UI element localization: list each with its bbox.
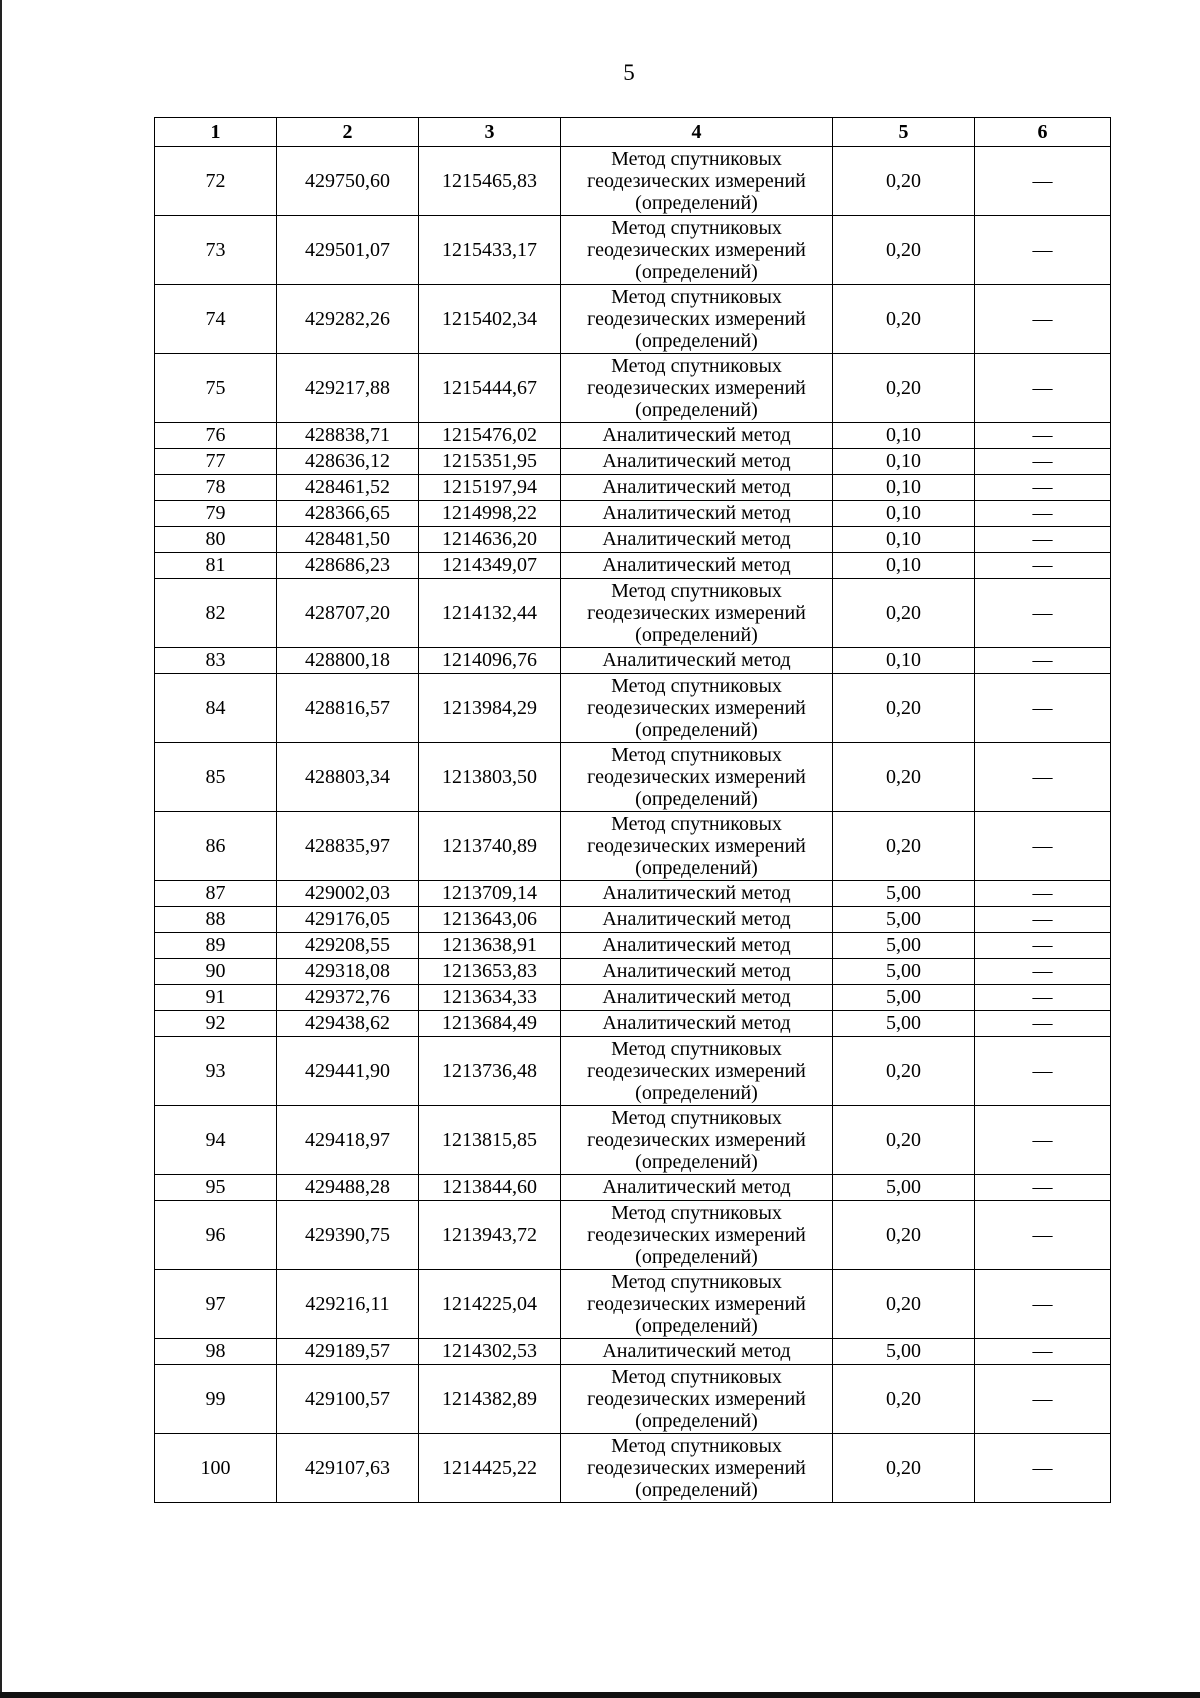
table-row xyxy=(155,959,1111,985)
cell-coord-y: 1214096,76 xyxy=(419,648,561,674)
cell-coord-x: 428816,57 xyxy=(277,674,419,743)
cell-point-number: 73 xyxy=(155,216,277,285)
table-row xyxy=(155,881,1111,907)
cell-accuracy: 0,20 xyxy=(833,743,975,812)
cell-method: Аналитический метод xyxy=(561,985,833,1011)
table-row xyxy=(155,674,1111,743)
cell-note: — xyxy=(975,501,1111,527)
page-number: 5 xyxy=(623,60,635,85)
cell-coord-y: 1213740,89 xyxy=(419,812,561,881)
table-row xyxy=(155,216,1111,285)
cell-note: — xyxy=(975,1201,1111,1270)
cell-coord-x: 429750,60 xyxy=(277,147,419,216)
cell-coord-y: 1215402,34 xyxy=(419,285,561,354)
table-row xyxy=(155,475,1111,501)
cell-coord-x: 429176,05 xyxy=(277,907,419,933)
cell-method: Метод спутниковых геодезических измерений (определений) xyxy=(561,1201,833,1270)
cell-coord-y: 1213638,91 xyxy=(419,933,561,959)
scan-left-edge xyxy=(0,0,2,1698)
cell-point-number: 90 xyxy=(155,959,277,985)
cell-note: — xyxy=(975,1106,1111,1175)
cell-coord-y: 1215197,94 xyxy=(419,475,561,501)
cell-point-number: 81 xyxy=(155,553,277,579)
table-row xyxy=(155,1434,1111,1503)
cell-point-number: 77 xyxy=(155,449,277,475)
cell-accuracy: 0,10 xyxy=(833,423,975,449)
cell-method: Аналитический метод xyxy=(561,553,833,579)
cell-coord-y: 1214998,22 xyxy=(419,501,561,527)
table-row xyxy=(155,285,1111,354)
cell-method: Аналитический метод xyxy=(561,959,833,985)
cell-coord-y: 1213684,49 xyxy=(419,1011,561,1037)
table-row xyxy=(155,354,1111,423)
header-col-2: 2 xyxy=(277,118,419,147)
cell-point-number: 93 xyxy=(155,1037,277,1106)
cell-coord-x: 429438,62 xyxy=(277,1011,419,1037)
cell-note: — xyxy=(975,285,1111,354)
cell-accuracy: 5,00 xyxy=(833,907,975,933)
table-row xyxy=(155,907,1111,933)
scan-bottom-edge xyxy=(0,1692,1200,1698)
cell-point-number: 95 xyxy=(155,1175,277,1201)
table-row xyxy=(155,812,1111,881)
cell-coord-x: 429372,76 xyxy=(277,985,419,1011)
cell-method: Метод спутниковых геодезических измерений (определений) xyxy=(561,216,833,285)
cell-coord-y: 1213653,83 xyxy=(419,959,561,985)
cell-method: Аналитический метод xyxy=(561,881,833,907)
cell-note: — xyxy=(975,743,1111,812)
table-row xyxy=(155,1365,1111,1434)
cell-method: Метод спутниковых геодезических измерений (определений) xyxy=(561,354,833,423)
cell-accuracy: 0,20 xyxy=(833,354,975,423)
cell-method: Аналитический метод xyxy=(561,475,833,501)
table-body xyxy=(155,147,1111,1503)
table-row xyxy=(155,1106,1111,1175)
cell-coord-x: 429441,90 xyxy=(277,1037,419,1106)
cell-note: — xyxy=(975,985,1111,1011)
cell-accuracy: 5,00 xyxy=(833,1339,975,1365)
cell-coord-x: 429100,57 xyxy=(277,1365,419,1434)
cell-note: — xyxy=(975,1270,1111,1339)
cell-note: — xyxy=(975,147,1111,216)
cell-coord-x: 429318,08 xyxy=(277,959,419,985)
cell-method: Метод спутниковых геодезических измерений (определений) xyxy=(561,1037,833,1106)
cell-point-number: 97 xyxy=(155,1270,277,1339)
cell-point-number: 84 xyxy=(155,674,277,743)
cell-note: — xyxy=(975,1434,1111,1503)
header-col-6: 6 xyxy=(975,118,1111,147)
cell-note: — xyxy=(975,579,1111,648)
header-col-1: 1 xyxy=(155,118,277,147)
cell-point-number: 79 xyxy=(155,501,277,527)
table-row xyxy=(155,147,1111,216)
cell-note: — xyxy=(975,354,1111,423)
cell-method: Аналитический метод xyxy=(561,527,833,553)
cell-coord-x: 429501,07 xyxy=(277,216,419,285)
cell-coord-y: 1213634,33 xyxy=(419,985,561,1011)
cell-note: — xyxy=(975,933,1111,959)
cell-point-number: 86 xyxy=(155,812,277,881)
cell-point-number: 80 xyxy=(155,527,277,553)
cell-accuracy: 0,20 xyxy=(833,147,975,216)
cell-note: — xyxy=(975,423,1111,449)
table-row xyxy=(155,985,1111,1011)
cell-accuracy: 0,20 xyxy=(833,1270,975,1339)
cell-method: Метод спутниковых геодезических измерений (определений) xyxy=(561,1365,833,1434)
cell-method: Метод спутниковых геодезических измерений (определений) xyxy=(561,147,833,216)
cell-note: — xyxy=(975,959,1111,985)
cell-accuracy: 0,10 xyxy=(833,648,975,674)
cell-note: — xyxy=(975,1175,1111,1201)
cell-point-number: 100 xyxy=(155,1434,277,1503)
coordinates-table xyxy=(154,117,1111,1503)
cell-coord-y: 1213815,85 xyxy=(419,1106,561,1175)
table-row xyxy=(155,553,1111,579)
cell-method: Метод спутниковых геодезических измерений (определений) xyxy=(561,1434,833,1503)
cell-note: — xyxy=(975,216,1111,285)
cell-accuracy: 0,20 xyxy=(833,674,975,743)
table-row xyxy=(155,648,1111,674)
cell-accuracy: 0,20 xyxy=(833,1106,975,1175)
table-row xyxy=(155,527,1111,553)
cell-coord-x: 429216,11 xyxy=(277,1270,419,1339)
cell-note: — xyxy=(975,881,1111,907)
cell-point-number: 83 xyxy=(155,648,277,674)
cell-point-number: 85 xyxy=(155,743,277,812)
table-row xyxy=(155,449,1111,475)
cell-method: Аналитический метод xyxy=(561,1339,833,1365)
header-col-3: 3 xyxy=(419,118,561,147)
cell-point-number: 88 xyxy=(155,907,277,933)
cell-method: Аналитический метод xyxy=(561,933,833,959)
cell-method: Аналитический метод xyxy=(561,1175,833,1201)
cell-method: Аналитический метод xyxy=(561,449,833,475)
table-row xyxy=(155,1201,1111,1270)
cell-note: — xyxy=(975,1339,1111,1365)
table-header-row xyxy=(155,118,1111,147)
cell-method: Аналитический метод xyxy=(561,501,833,527)
table-row xyxy=(155,743,1111,812)
cell-coord-y: 1214302,53 xyxy=(419,1339,561,1365)
cell-coord-y: 1213984,29 xyxy=(419,674,561,743)
cell-point-number: 74 xyxy=(155,285,277,354)
cell-coord-y: 1213943,72 xyxy=(419,1201,561,1270)
cell-coord-x: 429488,28 xyxy=(277,1175,419,1201)
cell-accuracy: 0,10 xyxy=(833,553,975,579)
cell-note: — xyxy=(975,1037,1111,1106)
cell-coord-x: 428800,18 xyxy=(277,648,419,674)
cell-coord-y: 1213643,06 xyxy=(419,907,561,933)
cell-method: Аналитический метод xyxy=(561,648,833,674)
cell-accuracy: 0,20 xyxy=(833,1201,975,1270)
cell-accuracy: 5,00 xyxy=(833,985,975,1011)
cell-coord-x: 429107,63 xyxy=(277,1434,419,1503)
table-row xyxy=(155,1011,1111,1037)
cell-coord-x: 428481,50 xyxy=(277,527,419,553)
cell-note: — xyxy=(975,648,1111,674)
cell-coord-y: 1213844,60 xyxy=(419,1175,561,1201)
cell-method: Метод спутниковых геодезических измерений (определений) xyxy=(561,812,833,881)
cell-method: Метод спутниковых геодезических измерений (определений) xyxy=(561,743,833,812)
cell-accuracy: 5,00 xyxy=(833,1175,975,1201)
cell-coord-x: 428686,23 xyxy=(277,553,419,579)
cell-accuracy: 0,20 xyxy=(833,216,975,285)
cell-accuracy: 0,20 xyxy=(833,1037,975,1106)
cell-coord-y: 1214132,44 xyxy=(419,579,561,648)
cell-coord-x: 428838,71 xyxy=(277,423,419,449)
cell-coord-y: 1215465,83 xyxy=(419,147,561,216)
cell-coord-y: 1215476,02 xyxy=(419,423,561,449)
cell-coord-x: 428461,52 xyxy=(277,475,419,501)
header-col-5: 5 xyxy=(833,118,975,147)
cell-accuracy: 5,00 xyxy=(833,933,975,959)
cell-coord-y: 1214382,89 xyxy=(419,1365,561,1434)
cell-note: — xyxy=(975,1365,1111,1434)
table-row xyxy=(155,1339,1111,1365)
cell-accuracy: 0,10 xyxy=(833,449,975,475)
table-row xyxy=(155,501,1111,527)
cell-accuracy: 5,00 xyxy=(833,1011,975,1037)
cell-coord-x: 428803,34 xyxy=(277,743,419,812)
cell-method: Аналитический метод xyxy=(561,907,833,933)
table-row xyxy=(155,1175,1111,1201)
cell-accuracy: 0,20 xyxy=(833,1365,975,1434)
cell-point-number: 76 xyxy=(155,423,277,449)
cell-accuracy: 0,20 xyxy=(833,1434,975,1503)
cell-point-number: 98 xyxy=(155,1339,277,1365)
cell-accuracy: 0,20 xyxy=(833,579,975,648)
cell-accuracy: 5,00 xyxy=(833,881,975,907)
cell-point-number: 82 xyxy=(155,579,277,648)
cell-point-number: 94 xyxy=(155,1106,277,1175)
cell-note: — xyxy=(975,1011,1111,1037)
cell-point-number: 92 xyxy=(155,1011,277,1037)
cell-coord-y: 1215444,67 xyxy=(419,354,561,423)
cell-coord-x: 429208,55 xyxy=(277,933,419,959)
cell-coord-x: 428707,20 xyxy=(277,579,419,648)
cell-note: — xyxy=(975,449,1111,475)
cell-coord-y: 1214425,22 xyxy=(419,1434,561,1503)
cell-point-number: 99 xyxy=(155,1365,277,1434)
table-row xyxy=(155,1270,1111,1339)
cell-point-number: 91 xyxy=(155,985,277,1011)
cell-coord-y: 1215433,17 xyxy=(419,216,561,285)
table-row xyxy=(155,1037,1111,1106)
cell-note: — xyxy=(975,475,1111,501)
cell-point-number: 89 xyxy=(155,933,277,959)
cell-coord-x: 429217,88 xyxy=(277,354,419,423)
cell-method: Аналитический метод xyxy=(561,1011,833,1037)
cell-coord-x: 428835,97 xyxy=(277,812,419,881)
header-col-4: 4 xyxy=(561,118,833,147)
cell-coord-y: 1213803,50 xyxy=(419,743,561,812)
cell-method: Аналитический метод xyxy=(561,423,833,449)
cell-coord-x: 429418,97 xyxy=(277,1106,419,1175)
cell-note: — xyxy=(975,527,1111,553)
cell-method: Метод спутниковых геодезических измерений (определений) xyxy=(561,1270,833,1339)
cell-point-number: 75 xyxy=(155,354,277,423)
cell-coord-x: 429390,75 xyxy=(277,1201,419,1270)
cell-method: Метод спутниковых геодезических измерений (определений) xyxy=(561,674,833,743)
table-row xyxy=(155,933,1111,959)
cell-coord-y: 1213709,14 xyxy=(419,881,561,907)
cell-coord-y: 1214225,04 xyxy=(419,1270,561,1339)
cell-coord-y: 1214636,20 xyxy=(419,527,561,553)
cell-point-number: 78 xyxy=(155,475,277,501)
cell-accuracy: 0,20 xyxy=(833,285,975,354)
cell-coord-y: 1213736,48 xyxy=(419,1037,561,1106)
cell-coord-x: 428366,65 xyxy=(277,501,419,527)
cell-accuracy: 0,20 xyxy=(833,812,975,881)
cell-method: Метод спутниковых геодезических измерений (определений) xyxy=(561,285,833,354)
cell-accuracy: 5,00 xyxy=(833,959,975,985)
cell-method: Метод спутниковых геодезических измерений (определений) xyxy=(561,579,833,648)
cell-accuracy: 0,10 xyxy=(833,475,975,501)
cell-note: — xyxy=(975,907,1111,933)
cell-note: — xyxy=(975,553,1111,579)
cell-accuracy: 0,10 xyxy=(833,501,975,527)
cell-coord-x: 428636,12 xyxy=(277,449,419,475)
cell-coord-x: 429002,03 xyxy=(277,881,419,907)
cell-coord-x: 429282,26 xyxy=(277,285,419,354)
cell-coord-x: 429189,57 xyxy=(277,1339,419,1365)
cell-coord-y: 1214349,07 xyxy=(419,553,561,579)
cell-point-number: 87 xyxy=(155,881,277,907)
table-row xyxy=(155,579,1111,648)
table-row xyxy=(155,423,1111,449)
cell-point-number: 96 xyxy=(155,1201,277,1270)
cell-point-number: 72 xyxy=(155,147,277,216)
cell-note: — xyxy=(975,812,1111,881)
cell-method: Метод спутниковых геодезических измерений (определений) xyxy=(561,1106,833,1175)
cell-note: — xyxy=(975,674,1111,743)
cell-accuracy: 0,10 xyxy=(833,527,975,553)
cell-coord-y: 1215351,95 xyxy=(419,449,561,475)
